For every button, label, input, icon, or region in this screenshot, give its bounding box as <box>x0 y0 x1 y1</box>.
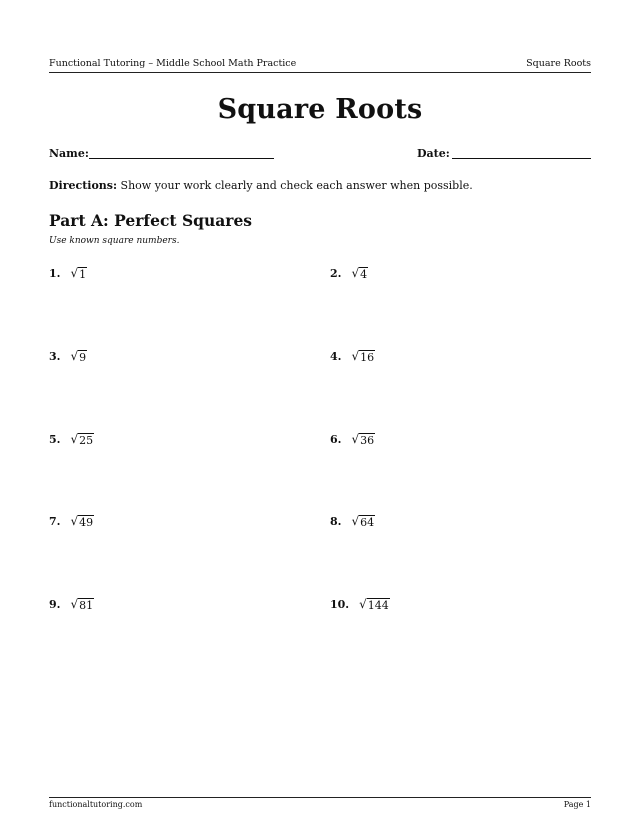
square-root-expression <box>359 597 390 612</box>
problem-item <box>49 513 94 529</box>
radical-sign-icon: √ <box>351 431 360 446</box>
radical-sign-icon: √ <box>351 348 360 363</box>
page-footer <box>49 797 591 814</box>
radical-sign-icon: √ <box>70 265 79 280</box>
problem-number: 5. <box>49 432 61 446</box>
directions <box>49 179 473 192</box>
radicand: 9 <box>79 350 87 364</box>
section-subtitle: Use known square numbers. <box>49 236 180 246</box>
problem-item <box>330 431 375 447</box>
radicand: 49 <box>79 515 94 529</box>
radicand: 4 <box>360 267 368 281</box>
radical-sign-icon: √ <box>70 513 79 528</box>
problem-item <box>49 596 94 612</box>
radicand: 36 <box>360 433 375 447</box>
radical-sign-icon: √ <box>70 348 79 363</box>
page-title: Square Roots <box>217 94 423 125</box>
footer-left-text: functionaltutoring.com <box>49 800 143 809</box>
square-root-expression <box>351 514 375 529</box>
radical-sign-icon: √ <box>70 431 79 446</box>
problem-item <box>330 265 368 281</box>
header-right-text: Square Roots <box>526 58 591 69</box>
problem-item <box>49 348 87 364</box>
name-date-row <box>49 147 591 161</box>
radicand: 64 <box>360 515 375 529</box>
radical-sign-icon: √ <box>70 596 79 611</box>
radicand: 1 <box>79 267 87 281</box>
radical-sign-icon: √ <box>351 513 360 528</box>
square-root-expression <box>351 266 368 281</box>
date-label: Date: <box>417 147 450 160</box>
problem-item <box>330 596 390 612</box>
radicand: 144 <box>367 598 389 612</box>
square-root-expression <box>351 432 375 447</box>
square-root-expression <box>70 432 94 447</box>
problem-number: 9. <box>49 597 61 611</box>
radicand: 25 <box>79 433 94 447</box>
name-field-line <box>89 158 274 159</box>
square-root-expression <box>70 266 87 281</box>
footer-right-text: Page 1 <box>563 800 591 809</box>
square-root-expression <box>351 349 375 364</box>
name-label: Name: <box>49 147 89 160</box>
directions-label: Directions: <box>49 179 118 192</box>
radical-sign-icon: √ <box>351 265 360 280</box>
directions-text: Show your work clearly and check each answer when possible. <box>117 179 473 192</box>
problem-number: 6. <box>330 432 342 446</box>
problem-number: 3. <box>49 349 61 363</box>
section-title: Part A: Perfect Squares <box>49 211 253 230</box>
problem-item <box>49 431 94 447</box>
radicand: 81 <box>79 598 94 612</box>
problem-number: 4. <box>330 349 342 363</box>
problem-number: 7. <box>49 514 61 528</box>
problem-number: 2. <box>330 266 342 280</box>
radicand: 16 <box>360 350 375 364</box>
square-root-expression <box>70 349 87 364</box>
problem-item <box>330 348 375 364</box>
date-field-line <box>452 158 591 159</box>
header-left-text: Functional Tutoring – Middle School Math Practice <box>49 58 297 69</box>
problem-item <box>330 513 375 529</box>
square-root-expression <box>70 597 94 612</box>
radical-sign-icon: √ <box>359 596 367 611</box>
problem-number: 1. <box>49 266 61 280</box>
page-header <box>49 58 591 73</box>
problem-item <box>49 265 87 281</box>
square-root-expression <box>70 514 94 529</box>
problem-number: 8. <box>330 514 342 528</box>
problem-number: 10. <box>330 597 350 611</box>
